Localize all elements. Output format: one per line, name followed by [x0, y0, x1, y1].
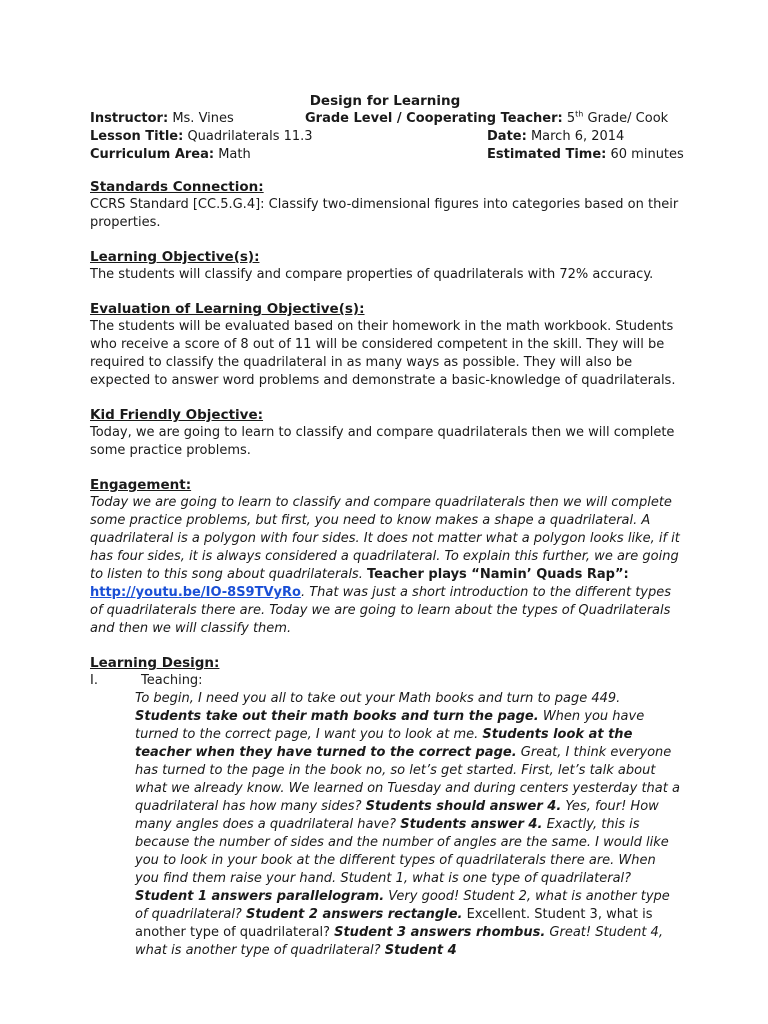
evaluation-section [90, 300, 680, 390]
objective-section [90, 248, 680, 284]
header-row-lesson [90, 128, 680, 146]
date-label: Date: [487, 129, 527, 144]
standards-text: CCRS Standard [CC.5.G.4]: Classify two-dimensional figures into categories based on their properties. [90, 197, 679, 230]
kid-friendly-section [90, 406, 680, 460]
kid-friendly-heading: Kid Friendly Objective: [90, 407, 264, 423]
evaluation-text: The students will be evaluated based on their homework in the math workbook. Students who receive a score of 8 out of 11 will be considered competent in the skill. They will be required to classify the quadrilateral in as many ways as possible. They will also be expected to answer word problems and demonstrate a basic-knowledge of quadrilaterals. [90, 319, 676, 388]
instructor-value: Ms. Vines [172, 111, 234, 126]
learning-design-section [90, 654, 680, 960]
document-content [90, 92, 684, 960]
grade-label: Grade Level / Cooperating Teacher: [305, 111, 563, 126]
time-value: 60 minutes [610, 147, 684, 162]
learning-design-heading: Learning Design: [90, 655, 220, 671]
document-title: Design for Learning [309, 93, 461, 109]
teaching-numeral: I. [90, 673, 98, 688]
header-row-instructor [90, 110, 680, 128]
teacher-plays-note: Teacher plays “Namin’ Quads Rap”: [366, 567, 629, 582]
engagement-section [90, 476, 680, 638]
header-row-area [90, 146, 684, 164]
engagement-heading: Engagement: [90, 477, 192, 493]
date-value: March 6, 2014 [530, 129, 625, 144]
kid-friendly-text: Today, we are going to learn to classify and compare quadrilaterals then we will complete some practice problems. [90, 425, 675, 458]
teaching-row [90, 672, 680, 690]
teaching-script: To begin, I need you all to take out your Math books and turn to page 449. Students take out their math books and turn the page. When you have turned to the correct page, I want you to look at me. Students look at the teacher when they have turned to the correct page. Great, I think everyone has turned to the page in the book no, so let’s get started. First, let’s talk about what we already know. We learned on Tuesday and during centers yesterday that a quadrilateral has how many sides? Students should answer 4. Yes, four! How many angles does a quadrilateral have? Students answer 4. Exactly, this is because the number of sides and the number of angles are the same. I would like you to look in your book at the different types of quadrilaterals there are. When you find them raise your hand. Student 1, what is one type of quadrilateral? Student 1 answers parallelogram. Very good! Student 2, what is another type of quadrilateral? Student 2 answers rectangle. Excellent. Student 3, what is another type of quadrilateral? Student 3 answers rhombus. Great! Student 4, what is another type of quadrilateral? Student 4 [135, 691, 680, 958]
time-label: Estimated Time: [487, 147, 607, 162]
grade-value: 5th Grade/ Cook [566, 109, 669, 126]
teaching-label: Teaching: [141, 673, 203, 688]
objective-text: The students will classify and compare properties of quadrilaterals with 72% accuracy. [90, 267, 654, 282]
evaluation-heading: Evaluation of Learning Objective(s): [90, 301, 365, 317]
area-value: Math [218, 147, 251, 162]
standards-section [90, 178, 680, 232]
song-link[interactable]: http://youtu.be/IO-8S9TVyRo [90, 585, 301, 600]
engagement-text: Today we are going to learn to classify and compare quadrilaterals then we will complete some practice problems, but first, you need to know makes a shape a quadrilateral. A quadrilateral is a polygon with four sides. It does not matter what a polygon looks like, if it has four sides, it is always considered a quadrilateral. To explain this further, we are going to listen to this song about quadrilaterals. Teacher plays “Namin’ Quads Rap”: http://youtu.be/IO-8S9TVyRo. That was just a short introduction to the different types of quadrilaterals there are. Today we are going to learn about the types of Quadrilaterals and then we will classify them. [90, 495, 680, 636]
lesson-value: Quadrilaterals 11.3 [187, 129, 313, 144]
objective-heading: Learning Objective(s): [90, 249, 260, 265]
lesson-label: Lesson Title: [90, 129, 184, 144]
area-label: Curriculum Area: [90, 147, 215, 162]
instructor-label: Instructor: [90, 111, 169, 126]
standards-heading: Standards Connection: [90, 179, 264, 195]
